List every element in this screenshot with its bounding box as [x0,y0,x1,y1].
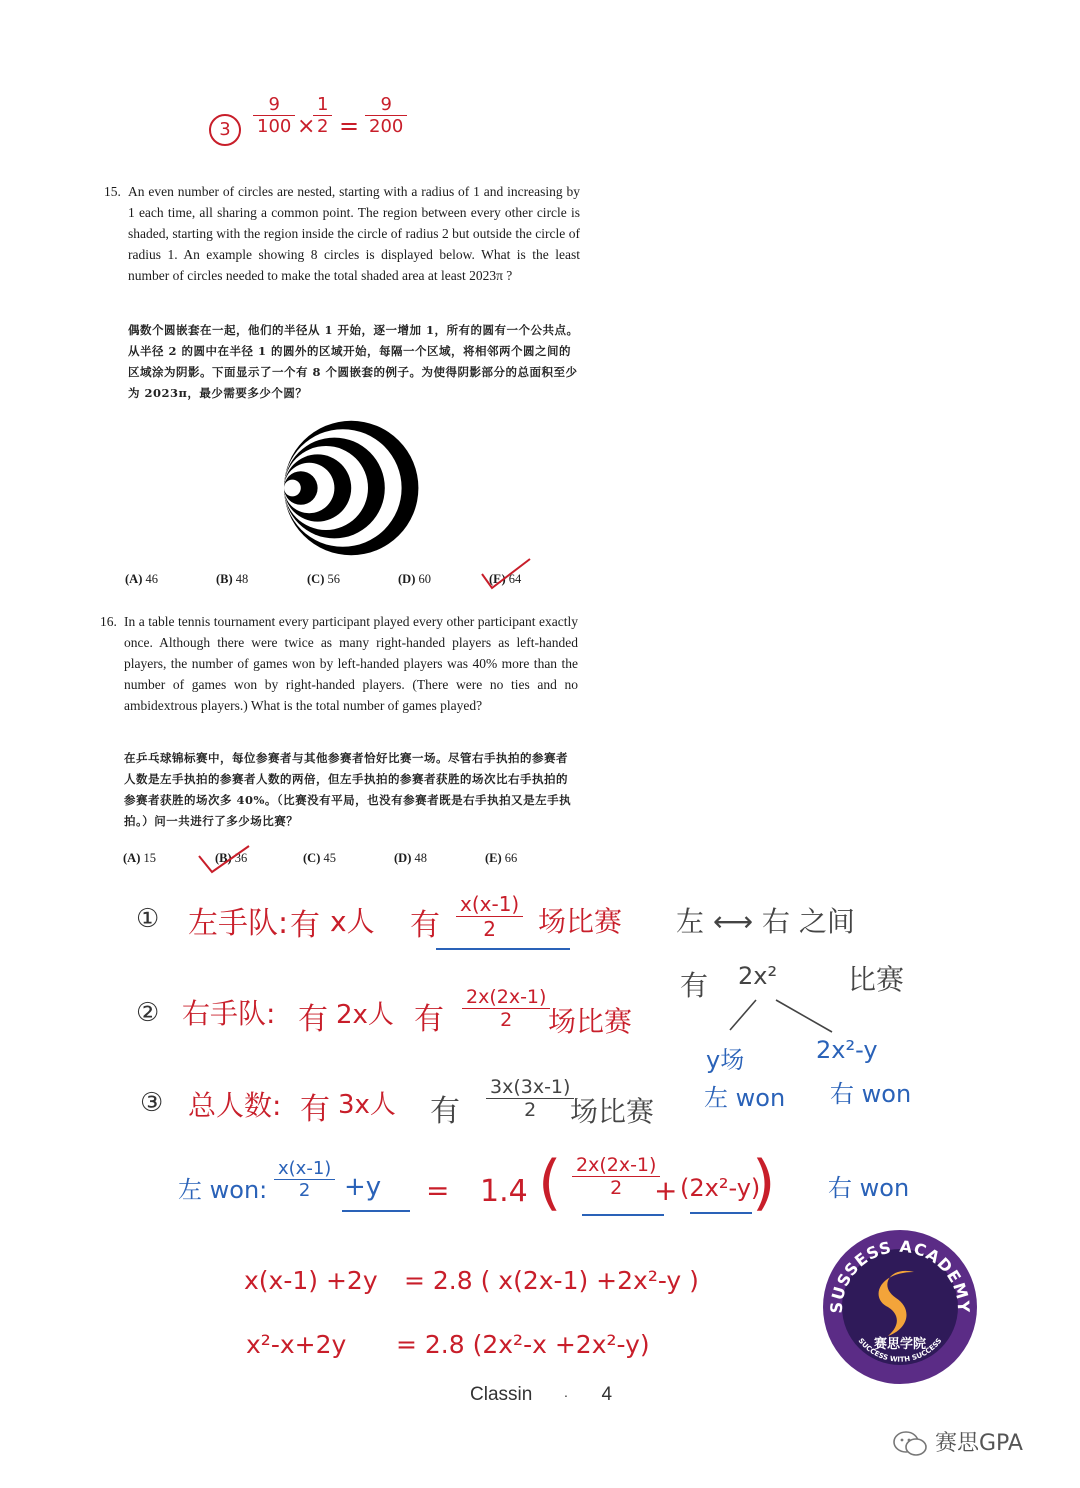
equation-label: 左 won: [178,1176,268,1204]
equation-line-3-left: x²-x+2y [246,1330,347,1359]
note-text: +y [344,1172,382,1202]
step-number: ① [136,904,160,934]
tree-note: 左 won [704,1084,786,1112]
note-text: 2x人 [336,1000,394,1030]
frac-denominator: 2 [483,917,496,941]
choice-c[interactable]: (C) 45 [303,851,336,865]
problem-number: 15. [104,184,121,199]
total-label: 总人数: [188,1089,282,1122]
left-team-label: 左手队: [188,906,289,941]
note-text: 场比赛 [570,1095,655,1128]
tree-note: 右 won [830,1080,912,1108]
equation-line-2-left: x(x-1) +2y [244,1266,378,1295]
times-sign: × [297,114,316,139]
choice-d[interactable]: (D) 48 [394,851,427,865]
note-text: (2x²-y) [680,1174,761,1202]
problem-number: 16. [100,614,117,629]
note-text: 场比赛 [548,1005,633,1038]
wechat-icon [892,1430,928,1458]
problem-16-chinese: 在乒乓球锦标赛中，每位参赛者与其他参赛者恰好比赛一场。尽管右手执拍的参赛者人数是左手执拍的参赛者人数的两倍，但左手执拍的参赛者获胜的场次比右手执拍的参赛者获胜的场次多 40%。（比赛没有平局，也没有参赛者既是右手执拍又是左手执拍。）问一共进行了多少场比赛？ [124,751,572,828]
tree-note: 2x²-y [816,1036,878,1064]
note-text: 有 [298,1002,328,1037]
step-number: ② [136,998,160,1028]
choice-e[interactable]: (E) 64 [489,572,522,586]
step-number: ③ [140,1088,164,1118]
svg-text:SUSSESS ACADEMY: SUSSESS ACADEMY [826,1236,974,1314]
side-note: 有 [680,969,709,1002]
choice-a[interactable]: (A) 15 [123,851,156,865]
page-number: 4 [601,1384,613,1405]
note-text: 有 [430,1094,460,1129]
frac-denominator: 200 [369,116,404,137]
frac-denominator: 2 [298,1180,311,1201]
circle-number: 3 [209,114,241,146]
footer-dot: · [563,1386,569,1403]
equation-line-2-right: = 2.8 ( x(2x-1) +2x²-y ) [404,1266,699,1295]
frac-numerator: 9 [253,94,295,116]
frac-numerator: x(x-1) [274,1158,335,1180]
underline [436,948,570,950]
watermark [892,1426,1023,1458]
frac-denominator: 100 [257,116,292,137]
frac-numerator: 1 [313,94,332,116]
frac-denominator: 2 [610,1177,623,1199]
underline [690,1212,752,1214]
note-text: 有 [410,908,440,943]
side-note: 比赛 [848,963,905,996]
note-text: x人 [330,905,375,938]
note-text: 3x人 [338,1090,396,1120]
note-text: = [426,1174,450,1207]
problem-statement: In a table tennis tournament every participant played every other participant exactly once. Although there were twice as many right-handed players as left-handed players, the number of games won by left-handed players was 40% more than the number of games won by right-handed players. (There were no ties and no ambidextrous players.) What is the total number of games played? [124,614,578,713]
frac-numerator: 3x(3x-1) [486,1076,574,1099]
right-team-label: 右手队: [182,997,276,1030]
frac-numerator: 2x(2x-1) [462,986,550,1009]
frac-denominator: 2 [500,1009,513,1031]
choice-e[interactable]: (E) 66 [485,851,518,865]
choice-c[interactable]: (C) 56 [307,572,340,586]
choice-b[interactable]: (B) 48 [216,572,249,586]
note-text: 场比赛 [538,905,623,938]
choice-b[interactable]: (B) 36 [215,851,248,865]
note-text: 右 won [828,1174,910,1202]
footer-brand: Classin [470,1384,533,1405]
frac-denominator: 2 [317,116,329,137]
note-text: 有 [290,908,320,943]
frac-denominator: 2 [524,1099,537,1121]
svg-text:赛思学院: 赛思学院 [873,1337,927,1352]
frac-numerator: 9 [365,94,407,116]
footer [470,1384,612,1406]
note-text: + [654,1174,678,1207]
choice-d[interactable]: (D) 60 [398,572,431,586]
paren-close: ) [752,1148,776,1218]
equals-sign: = [339,112,360,140]
svg-text:SUCCESS WITH SUCCESS: SUCCESS WITH SUCCESS [856,1336,944,1364]
academy-badge-logo [820,1228,980,1386]
underline [582,1214,664,1216]
problem-15-chinese: 偶数个圆嵌套在一起，他们的半径从 1 开始，逐一增加 1，所有的圆有一个公共点。从半径 2 的圆中在半径 1 的圆外的区域开始，每隔一个区域，将相邻两个圆之间的区域涂为阴影。下面显示了一个有 8 个圆嵌套的例子。为使得阴影部分的总面积至少为 2023π，最少需要多少个圆？ [128,323,579,400]
note-text: 有 [300,1092,330,1127]
paren-open: ( [538,1148,562,1218]
choice-a[interactable]: (A) 46 [125,572,158,586]
note-text: 1.4 [480,1174,528,1209]
underline [342,1210,410,1212]
tree-note: y场 [706,1046,745,1074]
side-note: 2x² [738,962,778,990]
side-note: 左 ⟷ 右 之间 [676,905,855,938]
branch-lines [720,996,840,1036]
frac-numerator: x(x-1) [456,892,523,917]
watermark-text: 赛思GPA [935,1431,1023,1456]
problem-statement: An even number of circles are nested, starting with a radius of 1 and increasing by 1 each time, all sharing a common point. The region between every other circle is shaded, starting with the region inside the circle of radius 2 but outside the circle of radius 1. An example showing 8 circles is displayed below. What is the least number of circles needed to make the total shaded area at least 2023π ? [128,184,580,283]
frac-numerator: 2x(2x-1) [572,1154,660,1177]
note-text: 有 [414,1002,444,1037]
equation-line-3-right: = 2.8 (2x²-x +2x²-y) [396,1330,650,1359]
